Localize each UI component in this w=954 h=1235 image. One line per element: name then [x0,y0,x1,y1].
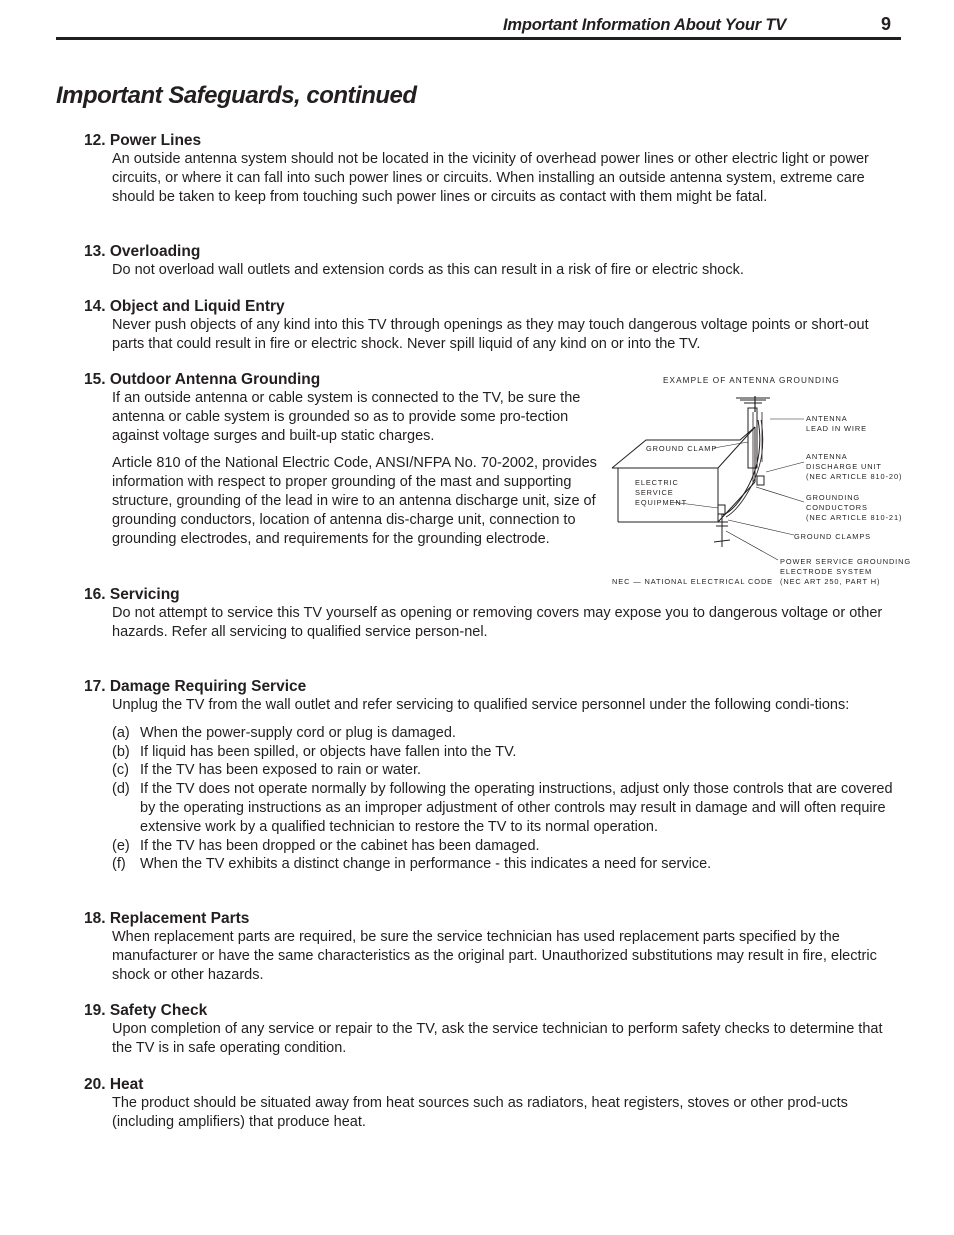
list-marker: (b) [112,743,130,760]
section-heading: 20. Heat [84,1076,144,1093]
label-grounding-conductors: GROUNDING [806,493,861,502]
list-item [112,761,901,780]
list-item-text: If liquid has been spilled, or objects have fallen into the TV. [140,743,517,760]
section-body: Never push objects of any kind into this TV through openings as they may touch dangerous voltage points or short-out parts that could result in fire or electric shock. Never spill liquid of any kind on or into the TV. [112,317,869,352]
running-header-title: Important Information About Your TV [503,16,786,34]
label-discharge-unit: DISCHARGE UNIT [806,462,882,471]
section-heading: 16. Servicing [84,586,180,603]
list-marker: (e) [112,837,130,854]
list-item [112,743,901,762]
label-grounding-conductors: (NEC ARTICLE 810-21) [806,513,903,522]
list-item-text: When the TV exhibits a distinct change in performance - this indicates a need for service. [140,856,712,873]
section-damage-requiring-service [84,677,901,874]
label-grounding-conductors: CONDUCTORS [806,503,868,512]
label-discharge-unit: (NEC ARTICLE 810-20) [806,472,903,481]
section-antenna-grounding [84,370,600,548]
page-number: 9 [881,14,892,34]
section-heat [84,1075,901,1132]
list-item [112,855,901,874]
label-grounding-electrode: POWER SERVICE GROUNDING [780,557,912,566]
section-heading: 18. Replacement Parts [84,910,250,927]
page-title: Important Safeguards, continued [56,82,417,109]
section-heading: 19. Safety Check [84,1002,208,1019]
list-item-text: If the TV has been dropped or the cabinet has been damaged. [140,837,540,854]
list-item-text: When the power-supply cord or plug is damaged. [140,724,456,741]
label-electric-service: ELECTRIC [635,478,679,487]
section-replacement-parts [84,909,901,984]
list-marker: (c) [112,762,129,779]
section-body: When replacement parts are required, be sure the service technician has used replacement parts specified by the manufacturer or have the same characteristics as the original part. Unauthorized substitutions may result in fire, electric shock or other hazards. [112,929,877,983]
label-ground-clamp: GROUND CLAMP [646,444,718,453]
list-item [112,780,901,836]
section-body: Do not overload wall outlets and extension cords as this can result in a risk of fire or electric shock. [112,262,744,278]
list-item-text: If the TV has been exposed to rain or water. [140,762,422,779]
section-power-lines [84,131,901,206]
section-safety-check [84,1001,901,1058]
section-servicing [84,585,901,642]
antenna-grounding-diagram [610,372,912,592]
section-body: Article 810 of the National Electric Code, ANSI/NFPA No. 70-2002, provides information with respect to proper grounding of the mast and supporting structure, grounding of the lead in wire to an antenna discharge unit, size of grounding conductors, location of antenna dis-charge unit, connection to grounding electrodes, and requirements for the grounding electrode. [112,455,597,547]
header-rule [56,37,901,40]
list-marker: (f) [112,856,126,873]
label-nec: NEC — NATIONAL ELECTRICAL CODE [612,577,774,586]
section-heading: 12. Power Lines [84,132,202,149]
label-grounding-electrode: ELECTRODE SYSTEM [780,567,873,576]
label-antenna-lead: LEAD IN WIRE [806,424,867,433]
section-body: An outside antenna system should not be located in the vicinity of overhead power lines or other electric light or power circuits, or where it can fall into such power lines or circuits. When installing an outside antenna system, extreme care should be taken to keep from touching such power lines or circuits as contact with them might be fatal. [112,151,869,205]
section-heading: 17. Damage Requiring Service [84,678,307,695]
section-object-liquid-entry [84,297,901,354]
section-body: The product should be situated away from heat sources such as radiators, heat registers, stoves or other prod-ucts (including amplifiers) that produce heat. [112,1095,848,1130]
conditions-list [112,724,901,874]
section-heading: 15. Outdoor Antenna Grounding [84,371,321,388]
section-body: Unplug the TV from the wall outlet and refer servicing to qualified service personnel under the following condi-tions: [112,697,850,713]
list-marker: (d) [112,781,130,798]
label-electric-service: SERVICE [635,488,674,497]
label-ground-clamps: GROUND CLAMPS [794,532,871,541]
list-item-text: If the TV does not operate normally by following the operating instructions, adjust only those controls that are covered by the operating instructions as an improper adjustment of other controls may result in damage and will often require extensive work by a qualified technician to restore the TV to its normal operation. [140,781,893,835]
label-discharge-unit: ANTENNA [806,452,848,461]
section-heading: 14. Object and Liquid Entry [84,298,285,315]
label-grounding-electrode: (NEC ART 250, PART H) [780,577,881,586]
section-body: If an outside antenna or cable system is connected to the TV, be sure the antenna or cable system is grounded so as to provide some pro-tection against voltage surges and built-up static charges. [112,390,581,444]
list-marker: (a) [112,724,130,741]
list-item [112,837,901,856]
section-body: Do not attempt to service this TV yourself as opening or removing covers may expose you to dangerous voltage or other hazards. Refer all servicing to qualified service person-nel. [112,605,883,640]
label-electric-service: EQUIPMENT [635,498,688,507]
section-heading: 13. Overloading [84,243,201,260]
label-antenna-lead: ANTENNA [806,414,848,423]
antenna-mast [723,396,770,517]
section-overloading [84,242,901,280]
antenna-grounding-illustration [610,372,912,592]
section-body: Upon completion of any service or repair to the TV, ask the service technician to perform safety checks to determine that the TV is in safe operating condition. [112,1021,883,1056]
diagram-caption: EXAMPLE OF ANTENNA GROUNDING [663,376,840,385]
list-item [112,724,901,743]
